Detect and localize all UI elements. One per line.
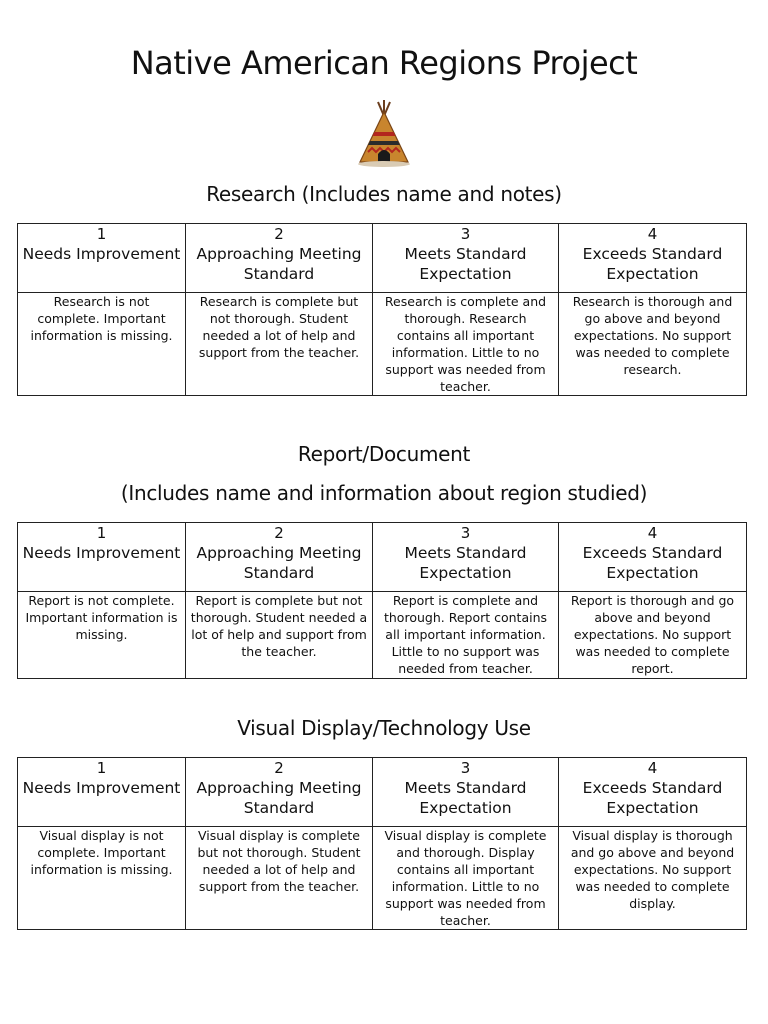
description-cell: Research is complete and thorough. Research contains all important information. Little to no support was needed from teacher. — [373, 293, 559, 396]
table-row — [18, 293, 747, 396]
rubric-table-report — [17, 522, 747, 679]
level-header: 4 Exceeds Standard Expectation — [559, 523, 747, 592]
section-subheading-report: (Includes name and information about region studied) — [120, 481, 648, 505]
level-header: 2 Approaching Meeting Standard — [186, 224, 373, 293]
description-cell: Research is complete but not thorough. Student needed a lot of help and support from the teacher. — [186, 293, 373, 396]
teepee-icon — [356, 100, 412, 170]
description-cell: Visual display is complete but not thorough. Student needed a lot of help and support from the teacher. — [186, 827, 373, 930]
level-header: 1 Needs Improvement — [18, 523, 186, 592]
description-cell: Report is thorough and go above and beyond expectations. No support was needed to complete report. — [559, 592, 747, 679]
rubric-table-research — [17, 223, 747, 396]
table-header-row — [18, 758, 747, 827]
description-cell: Visual display is thorough and go above and beyond expectations. No support was needed to complete display. — [559, 827, 747, 930]
level-header: 2 Approaching Meeting Standard — [186, 758, 373, 827]
level-header: 3 Meets Standard Expectation — [373, 523, 559, 592]
description-cell: Report is not complete. Important information is missing. — [18, 592, 186, 679]
section-heading-report: Report/Document — [297, 442, 471, 466]
page-title: Native American Regions Project — [130, 44, 638, 82]
level-header: 4 Exceeds Standard Expectation — [559, 758, 747, 827]
level-header: 4 Exceeds Standard Expectation — [559, 224, 747, 293]
table-row — [18, 827, 747, 930]
section-heading-research: Research (Includes name and notes) — [206, 182, 562, 206]
description-cell: Visual display is complete and thorough. Display contains all important information. Little to no support was needed from teacher. — [373, 827, 559, 930]
level-header: 3 Meets Standard Expectation — [373, 758, 559, 827]
rubric-table-visual-display — [17, 757, 747, 930]
description-cell: Visual display is not complete. Important information is missing. — [18, 827, 186, 930]
table-header-row — [18, 523, 747, 592]
section-heading-visual-display: Visual Display/Technology Use — [237, 716, 531, 740]
description-cell: Research is not complete. Important information is missing. — [18, 293, 186, 396]
level-header: 1 Needs Improvement — [18, 758, 186, 827]
level-header: 2 Approaching Meeting Standard — [186, 523, 373, 592]
table-header-row — [18, 224, 747, 293]
table-row — [18, 592, 747, 679]
description-cell: Report is complete but not thorough. Student needed a lot of help and support from the teacher. — [186, 592, 373, 679]
description-cell: Research is thorough and go above and beyond expectations. No support was needed to complete research. — [559, 293, 747, 396]
level-header: 1 Needs Improvement — [18, 224, 186, 293]
level-header: 3 Meets Standard Expectation — [373, 224, 559, 293]
description-cell: Report is complete and thorough. Report contains all important information. Little to no support was needed from teacher. — [373, 592, 559, 679]
